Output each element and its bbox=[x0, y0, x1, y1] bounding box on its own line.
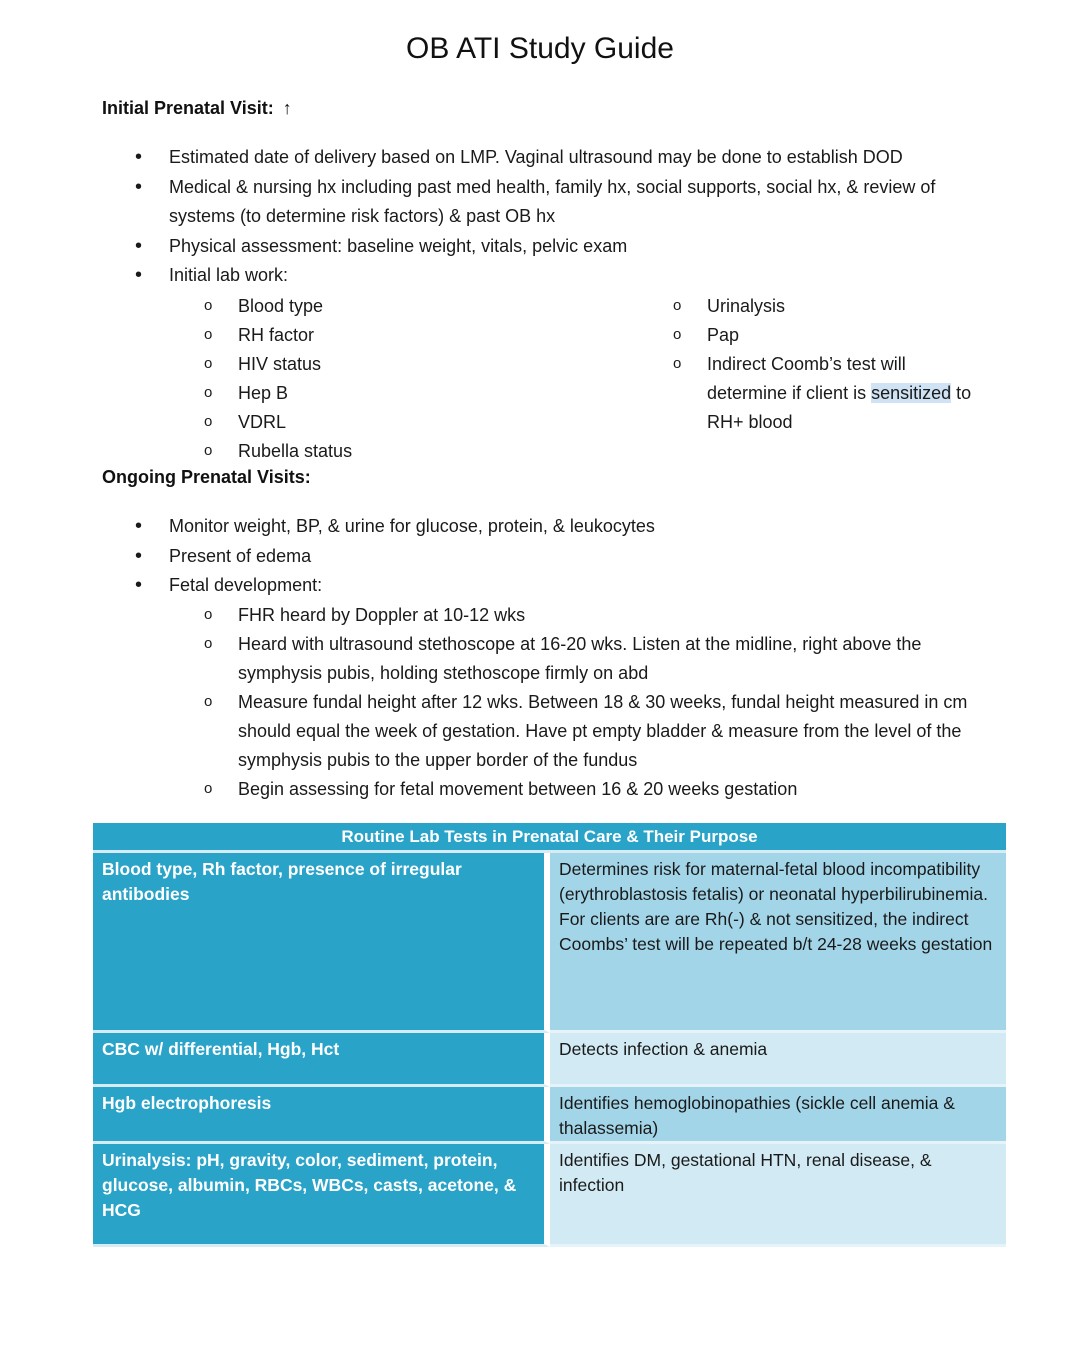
purpose-text: Determines risk for maternal-fetal blood incompatibility (erythroblastosis fetalis) or neonatal hyperbilirubinemia. bbox=[559, 859, 988, 904]
purpose-text: For clients are are Rh(-) & not sensitized, the indirect Coombs’ test will be repeated b/t 24-28 weeks gestation bbox=[559, 909, 993, 954]
list-item: o HIV status bbox=[204, 350, 604, 379]
list-item: • Initial lab work: bbox=[130, 261, 990, 291]
ongoing-visits-heading: Ongoing Prenatal Visits: bbox=[102, 467, 311, 487]
list-item: o FHR heard by Doppler at 10-12 wks bbox=[204, 601, 994, 630]
list-item: o Pap bbox=[673, 321, 973, 350]
list-item: • Estimated date of delivery based on LMP. Vaginal ultrasound may be done to establish DOD bbox=[130, 143, 990, 173]
lab-tests-table bbox=[93, 823, 1006, 1247]
table-row bbox=[93, 1033, 1006, 1087]
list-item: o Measure fundal height after 12 wks. Between 18 & 30 weeks, fundal height measured in cm should equal the week of gestation. Have pt empty bladder & measure from the level of the symphysis pubis to the upper border of the fundus bbox=[204, 688, 994, 775]
table-row bbox=[93, 853, 1006, 1033]
table-row bbox=[93, 1144, 1006, 1247]
fetal-development-list bbox=[204, 601, 994, 804]
test-cell: CBC w/ differential, Hgb, Hct bbox=[93, 1033, 550, 1087]
up-arrow-icon: ↑ bbox=[282, 98, 292, 118]
table-row bbox=[93, 1087, 1006, 1144]
coombs-text-end: to RH+ blood bbox=[707, 383, 972, 432]
coombs-list-item bbox=[673, 350, 973, 437]
purpose-cell: Identifies hemoglobinopathies (sickle cell anemia & thalassemia) bbox=[550, 1087, 1006, 1144]
list-item: • Monitor weight, BP, & urine for glucose, protein, & leukocytes bbox=[130, 512, 990, 542]
initial-visit-list bbox=[130, 143, 990, 291]
purpose-cell: Identifies DM, gestational HTN, renal disease, & infection bbox=[550, 1144, 1006, 1247]
test-cell: Urinalysis: pH, gravity, color, sediment, protein, glucose, albumin, RBCs, WBCs, casts, acetone, & HCG bbox=[93, 1144, 550, 1247]
coombs-text: Indirect Coomb’s test will determine if client is bbox=[707, 354, 906, 403]
list-item: o Heard with ultrasound stethoscope at 16-20 wks. Listen at the midline, right above the symphysis pubis, holding stethoscope firmly on abd bbox=[204, 630, 994, 688]
page-title: OB ATI Study Guide bbox=[406, 32, 674, 65]
purpose-cell: Detects infection & anemia bbox=[550, 1033, 1006, 1087]
list-item: o Urinalysis bbox=[673, 292, 973, 321]
highlighted-word: sensitized bbox=[871, 383, 952, 403]
initial-visit-heading-label: Initial Prenatal Visit: bbox=[102, 98, 274, 118]
list-item: o Rubella status bbox=[204, 437, 604, 466]
initial-labs-left-list bbox=[204, 292, 604, 466]
test-cell: Blood type, Rh factor, presence of irregular antibodies bbox=[93, 853, 550, 1033]
list-item: o VDRL bbox=[204, 408, 604, 437]
list-item: • Medical & nursing hx including past med health, family hx, social supports, social hx, & review of systems (to determine risk factors) & past OB hx bbox=[130, 173, 990, 232]
purpose-cell bbox=[550, 853, 1006, 1033]
list-item: • Physical assessment: baseline weight, vitals, pelvic exam bbox=[130, 232, 990, 262]
list-item: • Fetal development: bbox=[130, 571, 990, 601]
list-item: o Begin assessing for fetal movement between 16 & 20 weeks gestation bbox=[204, 775, 994, 804]
initial-visit-heading bbox=[102, 98, 292, 119]
table-title: Routine Lab Tests in Prenatal Care & Their Purpose bbox=[93, 823, 1006, 853]
ongoing-visits-list bbox=[130, 512, 990, 601]
list-item: • Present of edema bbox=[130, 542, 990, 572]
list-item: o RH factor bbox=[204, 321, 604, 350]
list-item: o Blood type bbox=[204, 292, 604, 321]
initial-labs-right-list bbox=[673, 292, 973, 437]
list-item: o Hep B bbox=[204, 379, 604, 408]
test-cell: Hgb electrophoresis bbox=[93, 1087, 550, 1144]
